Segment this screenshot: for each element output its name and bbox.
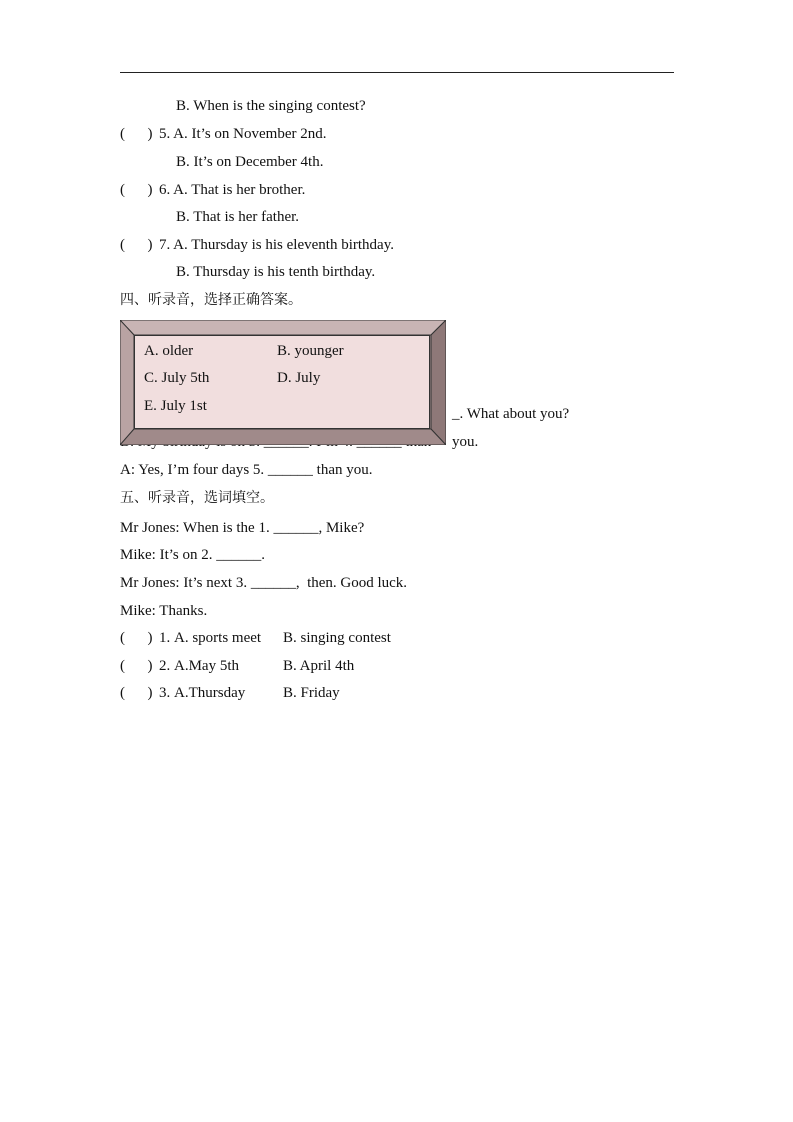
option-a: A. older [144, 343, 194, 359]
question-6-answer-blank[interactable]: ( ) [120, 182, 153, 198]
question-5-option-b: B. It’s on December 4th. [176, 154, 324, 170]
dialogue-line-2: Mike: It’s on 2. ______. [120, 547, 265, 563]
choice-2-option-b: B. April 4th [283, 658, 355, 674]
choice-1-answer-blank[interactable]: ( ) [120, 630, 153, 646]
choice-3-option-b: B. Friday [283, 685, 340, 701]
question-7-answer-blank[interactable]: ( ) [120, 237, 153, 253]
question-5-answer-blank[interactable]: ( ) [120, 126, 153, 142]
section-4-line-2-tail: _. What about you? [452, 406, 570, 422]
choice-1-option-b: B. singing contest [283, 630, 391, 646]
header-rule [120, 72, 674, 73]
option-b: B. younger [277, 343, 344, 359]
section-5-title: 五、听录音，选词填空。 [120, 490, 274, 506]
question-7-option-a: 7. A. Thursday is his eleventh birthday. [159, 237, 394, 253]
section-4-line-3-tail: you. [452, 434, 479, 450]
choice-3-answer-blank[interactable]: ( ) [120, 685, 153, 701]
question-4-option-b: B. When is the singing contest? [176, 98, 366, 114]
question-6-option-a: 6. A. That is her brother. [159, 182, 306, 198]
section-4-title: 四、听录音，选择正确答案。 [120, 292, 302, 308]
option-c: C. July 5th [144, 370, 210, 386]
choice-3-option-a: A.Thursday [174, 685, 246, 701]
option-e: E. July 1st [144, 398, 207, 414]
section-4-line-4: A: Yes, I’m four days 5. ______ than you. [120, 462, 373, 478]
choice-1-number: 1. [159, 630, 171, 646]
choice-2-answer-blank[interactable]: ( ) [120, 658, 153, 674]
question-7-option-b: B. Thursday is his tenth birthday. [176, 264, 376, 280]
choice-1-option-a: A. sports meet [174, 630, 262, 646]
choice-2-option-a: A.May 5th [174, 658, 239, 674]
dialogue-line-1: Mr Jones: When is the 1. ______, Mike? [120, 520, 365, 536]
choice-2-number: 2. [159, 658, 171, 674]
choice-3-number: 3. [159, 685, 171, 701]
question-5-option-a: 5. A. It’s on November 2nd. [159, 126, 327, 142]
question-6-option-b: B. That is her father. [176, 209, 300, 225]
dialogue-line-4: Mike: Thanks. [120, 603, 208, 619]
option-d: D. July [277, 370, 321, 386]
dialogue-line-3: Mr Jones: It’s next 3. ______, then. Good luck. [120, 575, 408, 591]
